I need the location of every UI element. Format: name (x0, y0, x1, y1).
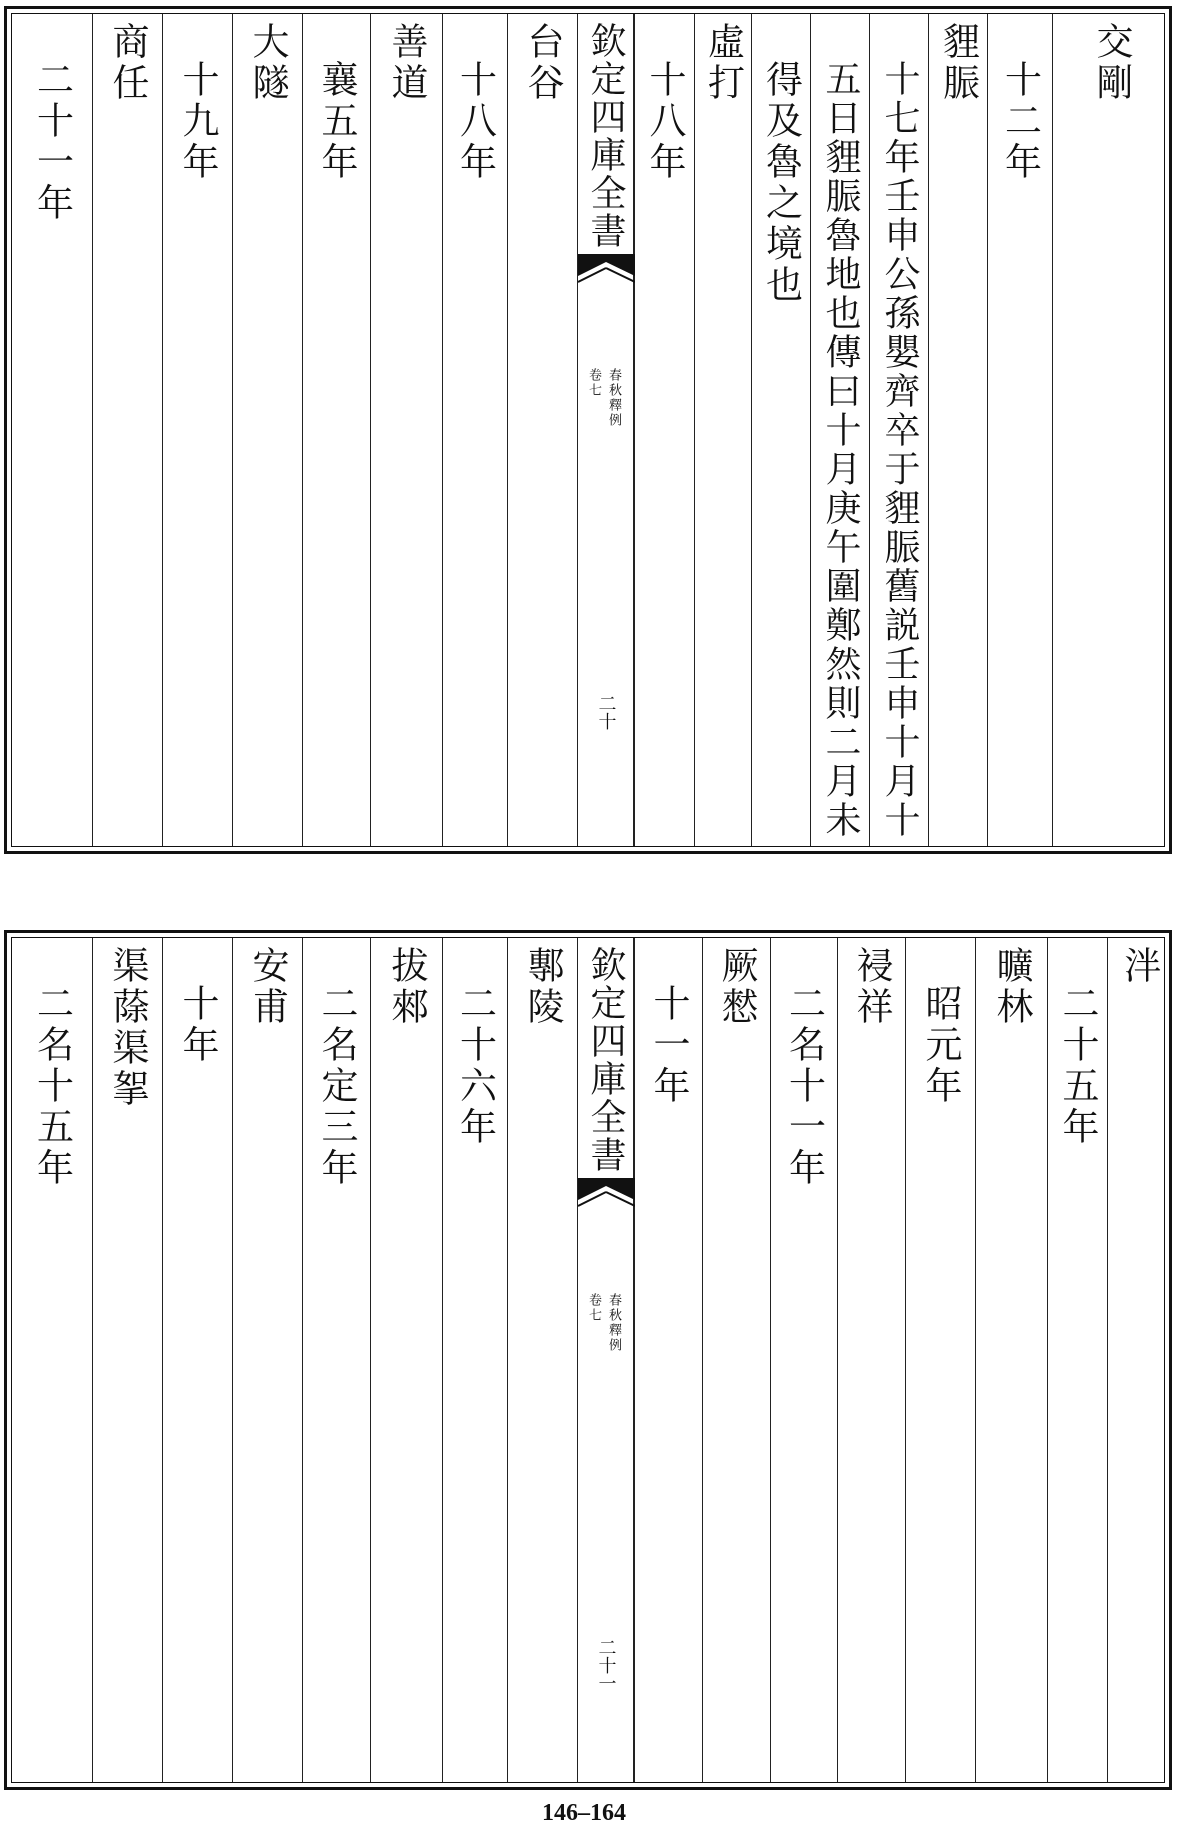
volume-label: 卷七 (586, 1293, 601, 1323)
year-entry: 十八年 (453, 60, 497, 183)
place-name: 貍脤 (936, 22, 980, 104)
folio-number: 二十一 (595, 1638, 617, 1692)
text-column (810, 14, 869, 846)
year-entry: 十九年 (176, 60, 219, 183)
text-column (232, 938, 302, 1782)
text-column (928, 14, 987, 846)
text-column (1047, 938, 1107, 1782)
year-entry: 十一年 (647, 984, 690, 1107)
text-column (370, 14, 442, 846)
text-column (1052, 14, 1170, 846)
text-column (302, 14, 370, 846)
text-column (1107, 938, 1170, 1782)
text-column (162, 938, 232, 1782)
place-name: 善道 (385, 22, 428, 104)
year-entry: 二名十一年 (782, 984, 826, 1189)
place-name: 安甫 (246, 946, 289, 1028)
bottom-page (4, 930, 1172, 1790)
text-column (12, 14, 92, 846)
year-entry: 二十一年 (30, 60, 74, 224)
place-name: 大隧 (246, 22, 289, 104)
commentary-line: 得及魯之境也 (759, 60, 803, 306)
text-column (442, 938, 507, 1782)
fishtail-mark-icon (578, 1178, 635, 1220)
text-column (770, 938, 837, 1782)
center-spine (577, 938, 634, 1782)
volume-label: 卷七 (586, 368, 601, 398)
folio-number: 二十 (595, 694, 617, 730)
collection-title: 欽定四庫全書 (585, 946, 626, 1174)
year-entry: 二十五年 (1056, 984, 1099, 1148)
place-name: 台谷 (521, 22, 564, 104)
place-name: 渠蒢渠挐 (106, 946, 149, 1110)
year-entry: 二名十五年 (30, 984, 74, 1189)
place-name: 祲祥 (850, 946, 893, 1028)
text-column (370, 938, 442, 1782)
bottom-page-columns (12, 938, 1164, 1782)
text-column (634, 14, 694, 846)
place-name: 拔郲 (385, 946, 428, 1028)
page-number-footer: 146–164 (542, 1800, 626, 1826)
text-column (442, 14, 507, 846)
text-column (751, 14, 810, 846)
top-page (4, 6, 1172, 854)
text-column (905, 938, 975, 1782)
place-name: 鄟陵 (521, 946, 564, 1028)
text-column (869, 14, 928, 846)
year-entry: 十八年 (643, 60, 686, 183)
book-title: 春秋釋例 (606, 1293, 621, 1353)
text-column (92, 14, 162, 846)
book-title: 春秋釋例 (606, 368, 621, 428)
text-column (92, 938, 162, 1782)
text-column (162, 14, 232, 846)
year-entry: 十年 (176, 984, 219, 1066)
year-entry: 二十六年 (453, 984, 497, 1148)
collection-title: 欽定四庫全書 (585, 22, 626, 250)
text-column (634, 938, 702, 1782)
top-page-columns (12, 14, 1164, 846)
place-name: 曠林 (990, 946, 1033, 1028)
commentary-line: 五日貍脤魯地也傳曰十月庚午圍鄭然則二月未 (820, 60, 861, 840)
place-name: 泮 (1117, 946, 1161, 987)
text-column (702, 938, 770, 1782)
year-entry: 十二年 (998, 60, 1042, 183)
text-column (975, 938, 1047, 1782)
place-name: 交剛 (1090, 22, 1133, 104)
text-column (507, 14, 577, 846)
text-column (987, 14, 1052, 846)
center-spine (577, 14, 634, 846)
year-entry: 昭元年 (919, 984, 962, 1107)
year-entry: 襄五年 (315, 60, 358, 183)
place-name: 虛打 (701, 22, 745, 104)
place-name: 厥憖 (715, 946, 758, 1028)
text-column (12, 938, 92, 1782)
text-column (694, 14, 751, 846)
fishtail-mark-icon (578, 254, 635, 296)
commentary-line: 十七年壬申公孫嬰齊卒于貍脤舊説壬申十月十 (879, 60, 920, 840)
place-name: 商任 (106, 22, 149, 104)
text-column (232, 14, 302, 846)
text-column (507, 938, 577, 1782)
year-entry: 二名定三年 (315, 984, 358, 1189)
text-column (837, 938, 905, 1782)
text-column (302, 938, 370, 1782)
